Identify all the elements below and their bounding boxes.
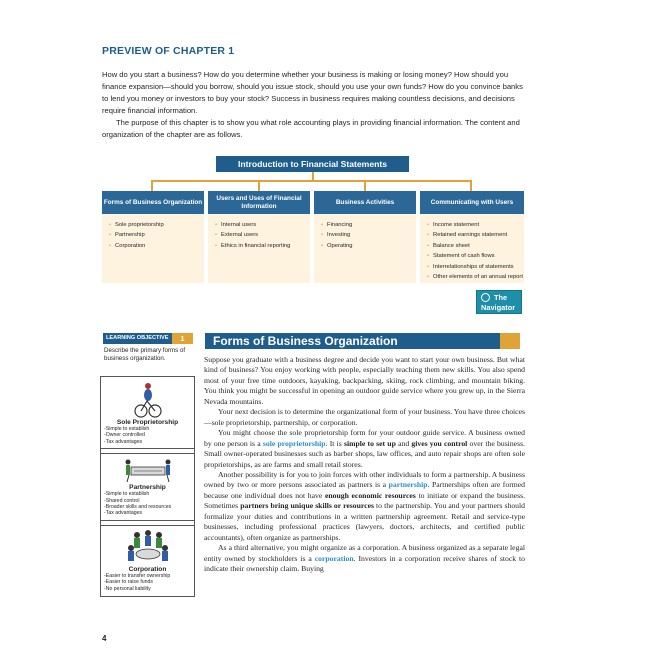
chart-item: • Statement of cash flows <box>427 253 495 260</box>
chart-item: • Other elements of an annual report <box>427 274 523 281</box>
learning-objective-number: 1 <box>172 333 193 344</box>
intro-paragraph: The purpose of this chapter is to show you what role accounting plays in providing financial information. The content and organization of the chapter are as follows. <box>102 118 520 139</box>
chart-column-body <box>314 214 416 283</box>
partnership-title: Partnership <box>129 484 166 492</box>
chart-connector <box>151 180 153 191</box>
bullet-icon: • <box>321 242 324 249</box>
navigator-button[interactable] <box>476 290 522 314</box>
stockholders-icon <box>101 526 194 566</box>
chart-column-heading: Forms of Business Organization <box>102 191 204 214</box>
list-item: -Shared control <box>104 497 140 504</box>
list-item: -Easier to transfer ownership <box>104 572 171 579</box>
body-paragraph: Your next decision is to determine the organizational form of your business. You have three choices—sole proprietorship, partnership, or corporation. <box>204 407 525 427</box>
list-item: -Simple to establish <box>104 491 150 498</box>
body-paragraph: Another possibility is for you to join forces with other individuals to form a partnership. A business owned by two or more persons associated as partners is a partnership. Partnerships often are formed because one individual does not have enough economic resources to initiate or expand the business. Sometimes partners bring unique skills or resources to the partnership. You and your partners should formalize your duties and contributions in a written partnership agreement. Retail and service-type businesses, including professional practices (lawyers, doctors, architects, and certified public accountants), often organize as partnerships. <box>204 469 525 542</box>
section-heading: Forms of Business Organization <box>205 333 500 349</box>
bullet-icon: • <box>427 253 430 260</box>
bullet-icon: • <box>427 263 430 270</box>
navigator-label: The <box>494 293 508 302</box>
chart-connector <box>258 180 260 191</box>
learning-objective-label: LEARNING OBJECTIVE <box>106 335 169 341</box>
chart-item: • Ethics in financial reporting <box>215 242 291 249</box>
list-item: -Simple to establish <box>104 426 150 432</box>
chart-item: • External users <box>215 232 259 239</box>
sole-proprietorship-title: Sole Proprietorship <box>116 419 179 426</box>
list-item: -Tax advantages <box>104 510 143 517</box>
corporation-illustration <box>101 526 194 566</box>
list-item: -No personal liability <box>104 585 151 592</box>
body-paragraph: You might choose the sole proprietorship form for your outdoor guide service. A business owned by one person is a sole proprietorship. It is simple to set up and gives you control over the business. Small owner-operated businesses such as barber shops, law offices, and auto repair shops are often sole proprietorships, as are farms and small retail stores. <box>204 428 525 469</box>
bullet-icon: • <box>109 222 112 228</box>
navigator-label: Navigator <box>481 303 516 312</box>
bullet-icon: • <box>427 274 430 281</box>
partnership-list <box>101 491 194 520</box>
corporation-title: Corporation <box>128 565 167 573</box>
chart-root-box: Introduction to Financial Statements <box>216 156 409 172</box>
chart-item: • Partnership <box>109 232 145 239</box>
partners-icon <box>101 454 194 484</box>
chapter-intro <box>102 69 530 141</box>
corporation-list <box>101 573 194 596</box>
section-body <box>204 355 525 575</box>
bullet-icon: • <box>427 222 430 228</box>
chart-item: • Sole proprietorship <box>109 222 164 228</box>
list-item: -Tax advantages <box>104 438 143 445</box>
cyclist-illustration <box>101 377 194 419</box>
chapter-preview-title: PREVIEW OF CHAPTER 1 <box>102 45 235 57</box>
list-item: -Broader skills and resources <box>104 504 172 511</box>
intro-paragraph: How do you start a business? How do you determine whether your business is making or losing money? How should you finance expansion—should you borrow, should you issue stock, should you use your own funds? How do you convince banks to lend you money or investors to buy your stock? Success in business requires making countless decisions, and decisions require financial information. <box>102 70 523 115</box>
key-term: sole proprietorship <box>262 438 326 448</box>
key-term: partnership <box>388 480 428 490</box>
key-term: corporation <box>314 553 354 563</box>
chart-item: • Retained earnings statement <box>427 232 508 239</box>
chart-item: • Operating <box>321 242 353 249</box>
partnership-illustration <box>101 454 194 484</box>
organization-forms-sidebar <box>100 376 195 597</box>
chart-item: • Corporation <box>109 242 146 249</box>
checkmark-icon <box>481 293 490 302</box>
chart-item: • Balance sheet <box>427 242 470 249</box>
chart-column-heading: Communicating with Users <box>420 191 524 214</box>
bullet-icon: • <box>427 232 430 239</box>
bullet-icon: • <box>109 232 112 239</box>
page-number: 4 <box>102 634 107 643</box>
chart-column-heading: Business Activities <box>314 191 416 214</box>
chart-column-body <box>208 214 310 283</box>
bullet-icon: • <box>215 222 218 228</box>
chart-connector <box>364 180 366 191</box>
list-item: -Easier to raise funds <box>104 579 154 586</box>
cyclist-icon <box>101 377 194 419</box>
bullet-icon: • <box>427 242 430 249</box>
body-paragraph: As a third alternative, you might organize as a corporation. A business organized as a separate legal entity owned by stockholders is a corporation. Investors in a corporation receive shares of stock to indicate their ownership claim. Buying <box>204 543 525 574</box>
section-heading-tab <box>500 333 520 349</box>
chart-column-heading: Users and Uses of Financial Information <box>208 191 310 214</box>
chart-connector <box>470 180 472 191</box>
chart-connector <box>151 180 471 182</box>
body-paragraph: Suppose you graduate with a business degree and decide you want to start your own business. But what kind of business? You enjoy working with people, especially teaching them new skills. You also spend most of your free time outdoors, kayaking, backpacking, skiing, rock climbing, and mountain biking. You think you might be successful in opening an outdoor guide service where you grew up, in the Sierra Nevada mountains. <box>204 355 525 406</box>
chart-item: • Income statement <box>427 222 480 228</box>
bullet-icon: • <box>215 232 218 239</box>
bullet-icon: • <box>321 232 324 239</box>
list-item: -Owner controlled <box>104 432 145 439</box>
bullet-icon: • <box>109 242 112 249</box>
bullet-icon: • <box>321 222 324 228</box>
bullet-icon: • <box>215 242 218 249</box>
learning-objective-description: Describe the primary forms of business organization. <box>104 347 186 362</box>
sole-proprietorship-list <box>101 426 194 448</box>
chart-item: • Investing <box>321 232 351 239</box>
chart-item: • Interrelationships of statements <box>427 263 514 270</box>
chart-column-body <box>102 214 204 283</box>
chart-item: • Internal users <box>215 222 257 228</box>
chart-column-body <box>420 214 524 283</box>
chart-item: • Financing <box>321 222 353 228</box>
